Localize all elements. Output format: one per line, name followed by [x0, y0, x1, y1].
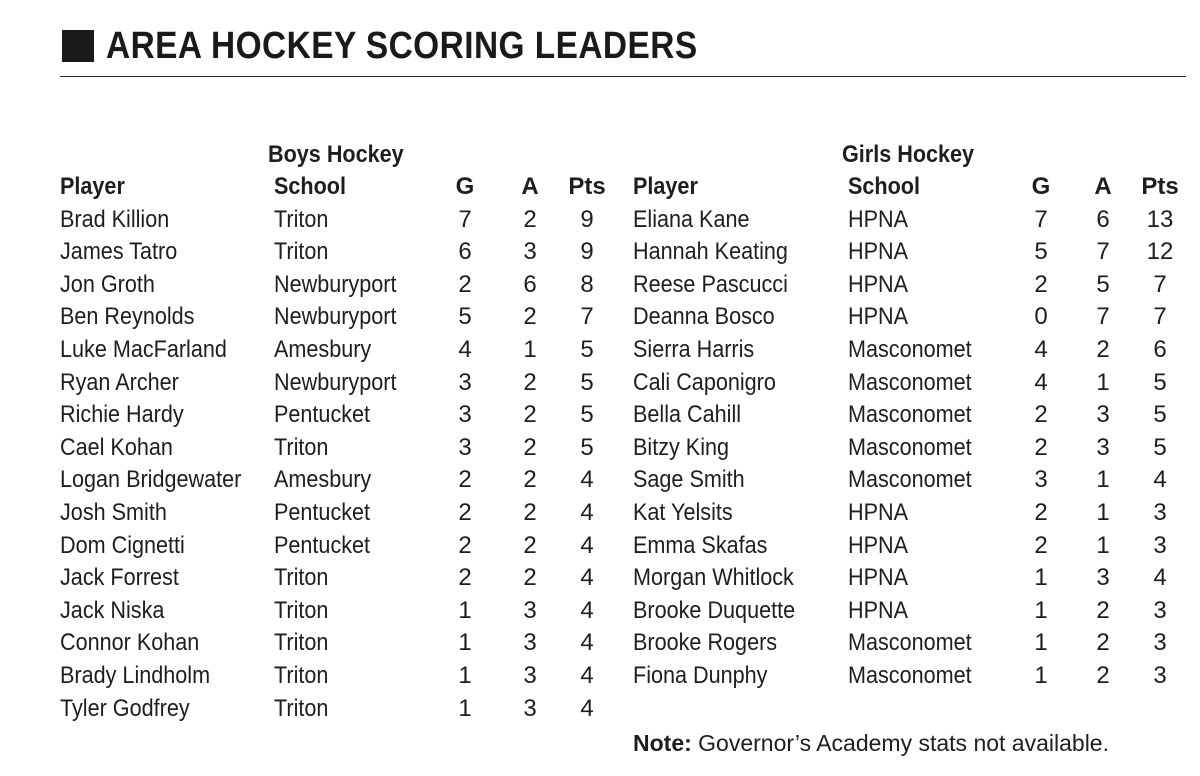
goals-cell: 2 — [458, 531, 472, 559]
player-cell: Fiona Dunphy — [633, 661, 768, 689]
points-cell: 5 — [580, 335, 594, 363]
goals-cell: 5 — [1034, 238, 1048, 266]
goals-header: G — [455, 173, 475, 200]
school-cell: Triton — [274, 661, 329, 689]
assists-cell: 2 — [1096, 596, 1110, 624]
assists-cell: 3 — [1096, 564, 1110, 592]
assists-cell: 2 — [523, 466, 537, 494]
school-cell: HPNA — [848, 303, 909, 331]
player-cell: Brooke Rogers — [633, 629, 778, 657]
school-cell: HPNA — [848, 205, 909, 233]
player-cell: James Tatro — [60, 238, 178, 266]
assists-cell: 2 — [1096, 661, 1110, 689]
points-cell: 4 — [580, 694, 594, 722]
school-cell: Masconomet — [848, 368, 972, 396]
points-cell: 3 — [1153, 531, 1167, 559]
school-cell: HPNA — [848, 596, 909, 624]
girls-points-column — [1138, 171, 1182, 693]
boys-points-column — [566, 171, 608, 725]
school-cell: Newburyport — [274, 303, 397, 331]
school-cell: Masconomet — [848, 433, 972, 461]
points-cell: 4 — [580, 564, 594, 592]
assists-cell: 2 — [523, 433, 537, 461]
school-cell: HPNA — [848, 238, 909, 266]
player-cell: Richie Hardy — [60, 401, 184, 429]
school-cell: HPNA — [848, 564, 909, 592]
school-cell: Masconomet — [848, 629, 972, 657]
school-header: School — [848, 173, 921, 200]
points-cell: 9 — [580, 238, 594, 266]
player-cell: Jack Forrest — [60, 564, 179, 592]
points-cell: 3 — [1153, 661, 1167, 689]
assists-cell: 1 — [1096, 466, 1110, 494]
school-cell: Masconomet — [848, 466, 972, 494]
goals-cell: 2 — [458, 270, 472, 298]
school-header: School — [274, 173, 347, 200]
goals-cell: 2 — [458, 466, 472, 494]
points-cell: 13 — [1146, 205, 1174, 233]
goals-cell: 3 — [458, 368, 472, 396]
player-cell: Connor Kohan — [60, 629, 200, 657]
player-cell: Kat Yelsits — [633, 498, 733, 526]
goals-cell: 4 — [458, 335, 472, 363]
square-bullet-icon — [62, 30, 94, 62]
assists-cell: 3 — [523, 629, 537, 657]
goals-cell: 7 — [458, 205, 472, 233]
assists-cell: 3 — [523, 694, 537, 722]
points-cell: 4 — [1153, 564, 1167, 592]
boys-goals-column — [452, 171, 478, 725]
player-cell: Morgan Whitlock — [633, 564, 794, 592]
school-cell: Triton — [274, 205, 329, 233]
goals-cell: 2 — [458, 498, 472, 526]
player-cell: Cael Kohan — [60, 433, 173, 461]
note-text: Governor’s Academy stats not available. — [691, 730, 1109, 756]
goals-cell: 2 — [458, 564, 472, 592]
player-cell: Dom Cignetti — [60, 531, 185, 559]
points-cell: 4 — [580, 466, 594, 494]
goals-cell: 1 — [458, 596, 472, 624]
assists-cell: 3 — [1096, 401, 1110, 429]
assists-cell: 2 — [1096, 629, 1110, 657]
goals-cell: 1 — [458, 629, 472, 657]
goals-cell: 1 — [458, 661, 472, 689]
goals-cell: 1 — [1034, 564, 1048, 592]
page-header — [62, 24, 778, 68]
school-cell: Masconomet — [848, 335, 972, 363]
player-cell: Luke MacFarland — [60, 335, 227, 363]
school-cell: Pentucket — [274, 498, 371, 526]
school-cell: Newburyport — [274, 270, 397, 298]
girls-goals-column — [1028, 171, 1054, 693]
assists-cell: 1 — [1096, 368, 1110, 396]
goals-cell: 2 — [1034, 401, 1048, 429]
assists-cell: 2 — [523, 303, 537, 331]
points-cell: 7 — [580, 303, 594, 331]
player-cell: Sierra Harris — [633, 335, 755, 363]
points-header: Pts — [568, 173, 606, 200]
school-cell: Triton — [274, 694, 329, 722]
player-cell: Tyler Godfrey — [60, 694, 190, 722]
boys-section-title: Boys Hockey — [268, 141, 404, 168]
boys-player-column — [60, 171, 241, 725]
goals-cell: 2 — [1034, 498, 1048, 526]
school-cell: Newburyport — [274, 368, 397, 396]
player-cell: Bella Cahill — [633, 401, 742, 429]
assists-cell: 1 — [523, 335, 537, 363]
points-cell: 9 — [580, 205, 594, 233]
assists-cell: 3 — [523, 238, 537, 266]
goals-cell: 1 — [1034, 596, 1048, 624]
header-divider — [60, 76, 1186, 77]
school-cell: Triton — [274, 596, 329, 624]
player-cell: Reese Pascucci — [633, 270, 788, 298]
player-cell: Ben Reynolds — [60, 303, 195, 331]
assists-cell: 3 — [523, 596, 537, 624]
assists-cell: 1 — [1096, 531, 1110, 559]
school-cell: Triton — [274, 433, 329, 461]
school-cell: HPNA — [848, 270, 909, 298]
player-cell: Brady Lindholm — [60, 661, 211, 689]
school-cell: HPNA — [848, 531, 909, 559]
school-cell: Masconomet — [848, 401, 972, 429]
boys-school-column — [274, 171, 396, 725]
points-cell: 6 — [1153, 335, 1167, 363]
points-cell: 3 — [1153, 498, 1167, 526]
goals-header: G — [1031, 173, 1051, 200]
footnote — [633, 730, 1109, 757]
points-cell: 4 — [580, 629, 594, 657]
school-cell: Triton — [274, 564, 329, 592]
girls-school-column — [848, 171, 972, 693]
assists-cell: 6 — [523, 270, 537, 298]
goals-cell: 2 — [1034, 531, 1048, 559]
assists-cell: 5 — [1096, 270, 1110, 298]
assists-header: A — [1094, 173, 1112, 200]
player-cell: Deanna Bosco — [633, 303, 775, 331]
assists-cell: 7 — [1096, 238, 1110, 266]
girls-player-column — [633, 171, 795, 693]
points-cell: 4 — [580, 596, 594, 624]
school-cell: Pentucket — [274, 401, 371, 429]
points-cell: 5 — [1153, 401, 1167, 429]
player-cell: Ryan Archer — [60, 368, 179, 396]
assists-cell: 7 — [1096, 303, 1110, 331]
goals-cell: 4 — [1034, 335, 1048, 363]
points-cell: 4 — [1153, 466, 1167, 494]
goals-cell: 3 — [1034, 466, 1048, 494]
player-cell: Brad Killion — [60, 205, 170, 233]
school-cell: Triton — [274, 238, 329, 266]
assists-header: A — [521, 173, 539, 200]
points-cell: 7 — [1153, 303, 1167, 331]
assists-cell: 6 — [1096, 205, 1110, 233]
goals-cell: 1 — [458, 694, 472, 722]
goals-cell: 2 — [1034, 433, 1048, 461]
school-cell: HPNA — [848, 498, 909, 526]
girls-section-title: Girls Hockey — [842, 141, 975, 168]
assists-cell: 3 — [523, 661, 537, 689]
goals-cell: 1 — [1034, 629, 1048, 657]
points-cell: 5 — [580, 368, 594, 396]
goals-cell: 3 — [458, 401, 472, 429]
assists-cell: 1 — [1096, 498, 1110, 526]
school-cell: Triton — [274, 629, 329, 657]
player-cell: Logan Bridgewater — [60, 466, 242, 494]
goals-cell: 2 — [1034, 270, 1048, 298]
points-header: Pts — [1141, 173, 1179, 200]
points-cell: 4 — [580, 498, 594, 526]
note-label: Note: — [633, 730, 692, 756]
points-cell: 4 — [580, 531, 594, 559]
school-cell: Pentucket — [274, 531, 371, 559]
player-cell: Sage Smith — [633, 466, 745, 494]
assists-cell: 2 — [523, 401, 537, 429]
player-cell: Josh Smith — [60, 498, 167, 526]
player-header: Player — [633, 173, 698, 200]
boys-assists-column — [517, 171, 543, 725]
points-cell: 5 — [1153, 368, 1167, 396]
points-cell: 5 — [580, 401, 594, 429]
points-cell: 8 — [580, 270, 594, 298]
page-title: AREA HOCKEY SCORING LEADERS — [106, 24, 698, 67]
assists-cell: 2 — [523, 205, 537, 233]
player-cell: Eliana Kane — [633, 205, 750, 233]
assists-cell: 2 — [523, 564, 537, 592]
player-cell: Cali Caponigro — [633, 368, 776, 396]
goals-cell: 6 — [458, 238, 472, 266]
assists-cell: 3 — [1096, 433, 1110, 461]
points-cell: 3 — [1153, 596, 1167, 624]
points-cell: 3 — [1153, 629, 1167, 657]
points-cell: 5 — [1153, 433, 1167, 461]
goals-cell: 5 — [458, 303, 472, 331]
school-cell: Amesbury — [274, 466, 372, 494]
assists-cell: 2 — [1096, 335, 1110, 363]
points-cell: 4 — [580, 661, 594, 689]
goals-cell: 1 — [1034, 661, 1048, 689]
girls-assists-column — [1090, 171, 1116, 693]
player-header: Player — [60, 173, 125, 200]
player-cell: Jack Niska — [60, 596, 165, 624]
assists-cell: 2 — [523, 498, 537, 526]
goals-cell: 0 — [1034, 303, 1048, 331]
goals-cell: 4 — [1034, 368, 1048, 396]
school-cell: Masconomet — [848, 661, 972, 689]
points-cell: 12 — [1146, 238, 1174, 266]
player-cell: Brooke Duquette — [633, 596, 796, 624]
player-cell: Emma Skafas — [633, 531, 768, 559]
points-cell: 7 — [1153, 270, 1167, 298]
assists-cell: 2 — [523, 368, 537, 396]
goals-cell: 7 — [1034, 205, 1048, 233]
player-cell: Hannah Keating — [633, 238, 788, 266]
goals-cell: 3 — [458, 433, 472, 461]
player-cell: Jon Groth — [60, 270, 155, 298]
school-cell: Amesbury — [274, 335, 372, 363]
player-cell: Bitzy King — [633, 433, 730, 461]
assists-cell: 2 — [523, 531, 537, 559]
points-cell: 5 — [580, 433, 594, 461]
